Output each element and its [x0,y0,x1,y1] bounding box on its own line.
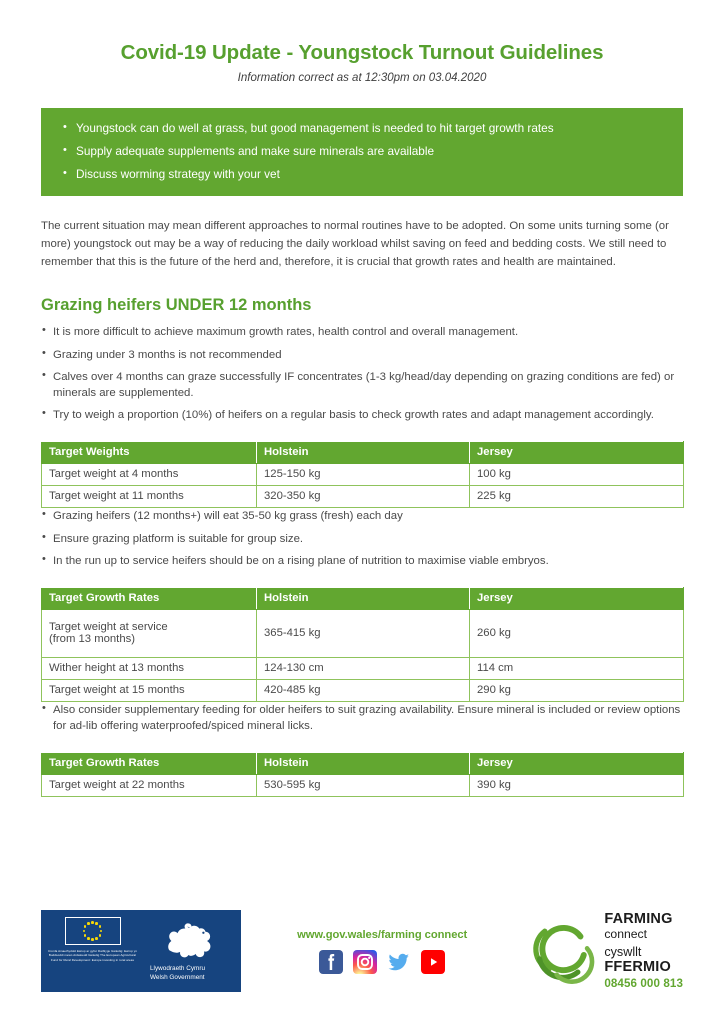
farming-connect-swirl-icon [529,918,595,984]
intro-paragraph: The current situation may mean different approaches to normal routines have to be adopted. On some units turning some (or more) youngstock out may be a way of reducing the daily workload whilst saving on feed and bedding costs. We still need to remember that this is the future of the herd and, therefore, it is crucial that growth rates and health are maintained. [41,220,669,268]
table-row [42,486,684,508]
list-item: • Calves over 4 months can graze successfully IF concentrates (1-3 kg/head/day depending on grazing conditions are fed) or minerals are supplemented. [41,369,683,401]
column-header: Jersey [470,753,684,775]
table-header-row [42,442,684,464]
list-item: • Grazing under 3 months is not recommended [41,347,683,363]
column-header: Holstein [257,442,470,464]
table-cell: 320-350 kg [257,486,470,508]
cell-line-2: (from 13 months) [49,632,136,645]
welsh-government-logo [144,910,241,992]
table-row [42,679,684,701]
twitter-icon[interactable] [387,950,411,974]
eu-funding-logo [41,910,144,992]
eu-star-icon [87,937,90,940]
column-header: Jersey [470,587,684,609]
page-title: Covid-19 Update - Youngstock Turnout Guidelines [120,41,604,64]
instagram-icon[interactable] [353,950,377,974]
brand-line-cyswllt: cyswllt [604,945,642,959]
brand-line-farming: FARMING [604,911,673,928]
document-subtitle: Information correct as at 12:30pm on 03.04.2020 [237,72,487,84]
table-cell: 420-485 kg [257,679,470,701]
cell-line-1: Target weight at service [49,620,168,633]
table-cell: 100 kg [470,464,684,486]
table-cell: 225 kg [470,486,684,508]
column-header: Target Growth Rates [42,587,257,609]
table-cell: Target weight at 4 months [42,464,257,486]
eu-welsh-government-logo [41,910,241,992]
eu-star-icon [91,921,94,924]
brand-line-connect: connect [604,926,648,941]
welsh-dragon-icon [160,920,222,962]
eu-star-icon [99,934,102,937]
eu-flag-icon [65,917,121,945]
table-target-growth-rates-22 [41,752,684,797]
table-target-weights [41,441,684,508]
eu-star-icon [87,922,90,925]
table-row [42,464,684,486]
eu-star-icon [84,934,87,937]
list-item: • Ensure grazing platform is suitable for group size. [41,531,683,547]
list-item: • Youngstock can do well at grass, but good management is needed to hit target growth rates [61,123,663,135]
table-cell: 260 kg [470,609,684,657]
table-row [42,609,684,657]
list-item: • Supply adequate supplements and make sure minerals are available [61,146,663,158]
column-header: Target Weights [42,442,257,464]
eu-star-icon [83,930,86,933]
table-cell: 530-595 kg [257,775,470,797]
table-cell: 125-150 kg [257,464,470,486]
bullet-list-under-12 [41,324,683,423]
list-item: • Also consider supplementary feeding for older heifers to suit grazing availability. Ensure mineral is included or review options for ad-lib offering waterproofed/spiced mineral licks. [41,702,683,734]
column-header: Target Growth Rates [42,753,257,775]
welsh-government-caption [146,965,236,982]
list-item: • It is more difficult to achieve maximum growth rates, health control and overall management. [41,324,683,340]
table-cell: 290 kg [470,679,684,701]
table-cell: Target weight at 15 months [42,679,257,701]
table-cell: 114 cm [470,657,684,679]
table-cell [42,609,257,657]
key-points-list [61,123,663,180]
eu-star-icon [95,922,98,925]
youtube-icon[interactable] [421,950,445,974]
social-links-row [297,950,467,974]
eu-star-icon [99,925,102,928]
table-cell: Target weight at 11 months [42,486,257,508]
eu-star-icon [100,930,103,933]
facebook-icon[interactable] [319,950,343,974]
table-header-row [42,587,684,609]
table-row [42,657,684,679]
website-url[interactable]: www.gov.wales/farming connect [297,928,468,941]
eu-star-icon [91,938,94,941]
welsh-gov-line-welsh: Llywodraeth Cymru [150,964,206,972]
table-cell: Wither height at 13 months [42,657,257,679]
column-header: Holstein [257,587,470,609]
farming-connect-logo [529,912,683,989]
brand-line-ffermio: FFERMIO [604,958,671,975]
table-cell: Target weight at 22 months [42,775,257,797]
list-item: • Try to weigh a proportion (10%) of heifers on a regular basis to check growth rates and adapt management accordingly. [41,407,683,423]
bullet-list-supplementary [41,702,683,734]
key-points-banner [41,108,683,196]
table-cell: 365-415 kg [257,609,470,657]
eu-star-icon [84,925,87,928]
table-target-growth-rates [41,587,684,702]
eu-funding-caption: Cronfa Amaethyddol Ewrop ar gyfer Datblygu Gwledig: Ewrop yn Buddsoddi mewn Ardaloedd Gwledig The European Agricultural Fund for Rural Development: Europe investing in rural areas [48,949,137,962]
bullet-list-over-12 [41,508,683,569]
eu-star-icon [95,937,98,940]
column-header: Holstein [257,753,470,775]
table-cell: 390 kg [470,775,684,797]
list-item: • Grazing heifers (12 months+) will eat 35-50 kg grass (fresh) each day [41,508,683,524]
column-header: Jersey [470,442,684,464]
section-heading-under-12: Grazing heifers UNDER 12 months [41,296,312,315]
farming-connect-wordmark [604,912,683,989]
table-row [42,775,684,797]
web-and-social-block [297,929,467,974]
table-header-row [42,753,684,775]
page-footer [41,905,683,997]
table-cell: 124-130 cm [257,657,470,679]
welsh-gov-line-english: Welsh Government [150,973,205,981]
brand-phone-number: 08456 000 813 [604,977,683,991]
list-item: • In the run up to service heifers should be on a rising plane of nutrition to maximise viable embryos. [41,553,683,569]
list-item: • Discuss worming strategy with your vet [61,169,663,181]
